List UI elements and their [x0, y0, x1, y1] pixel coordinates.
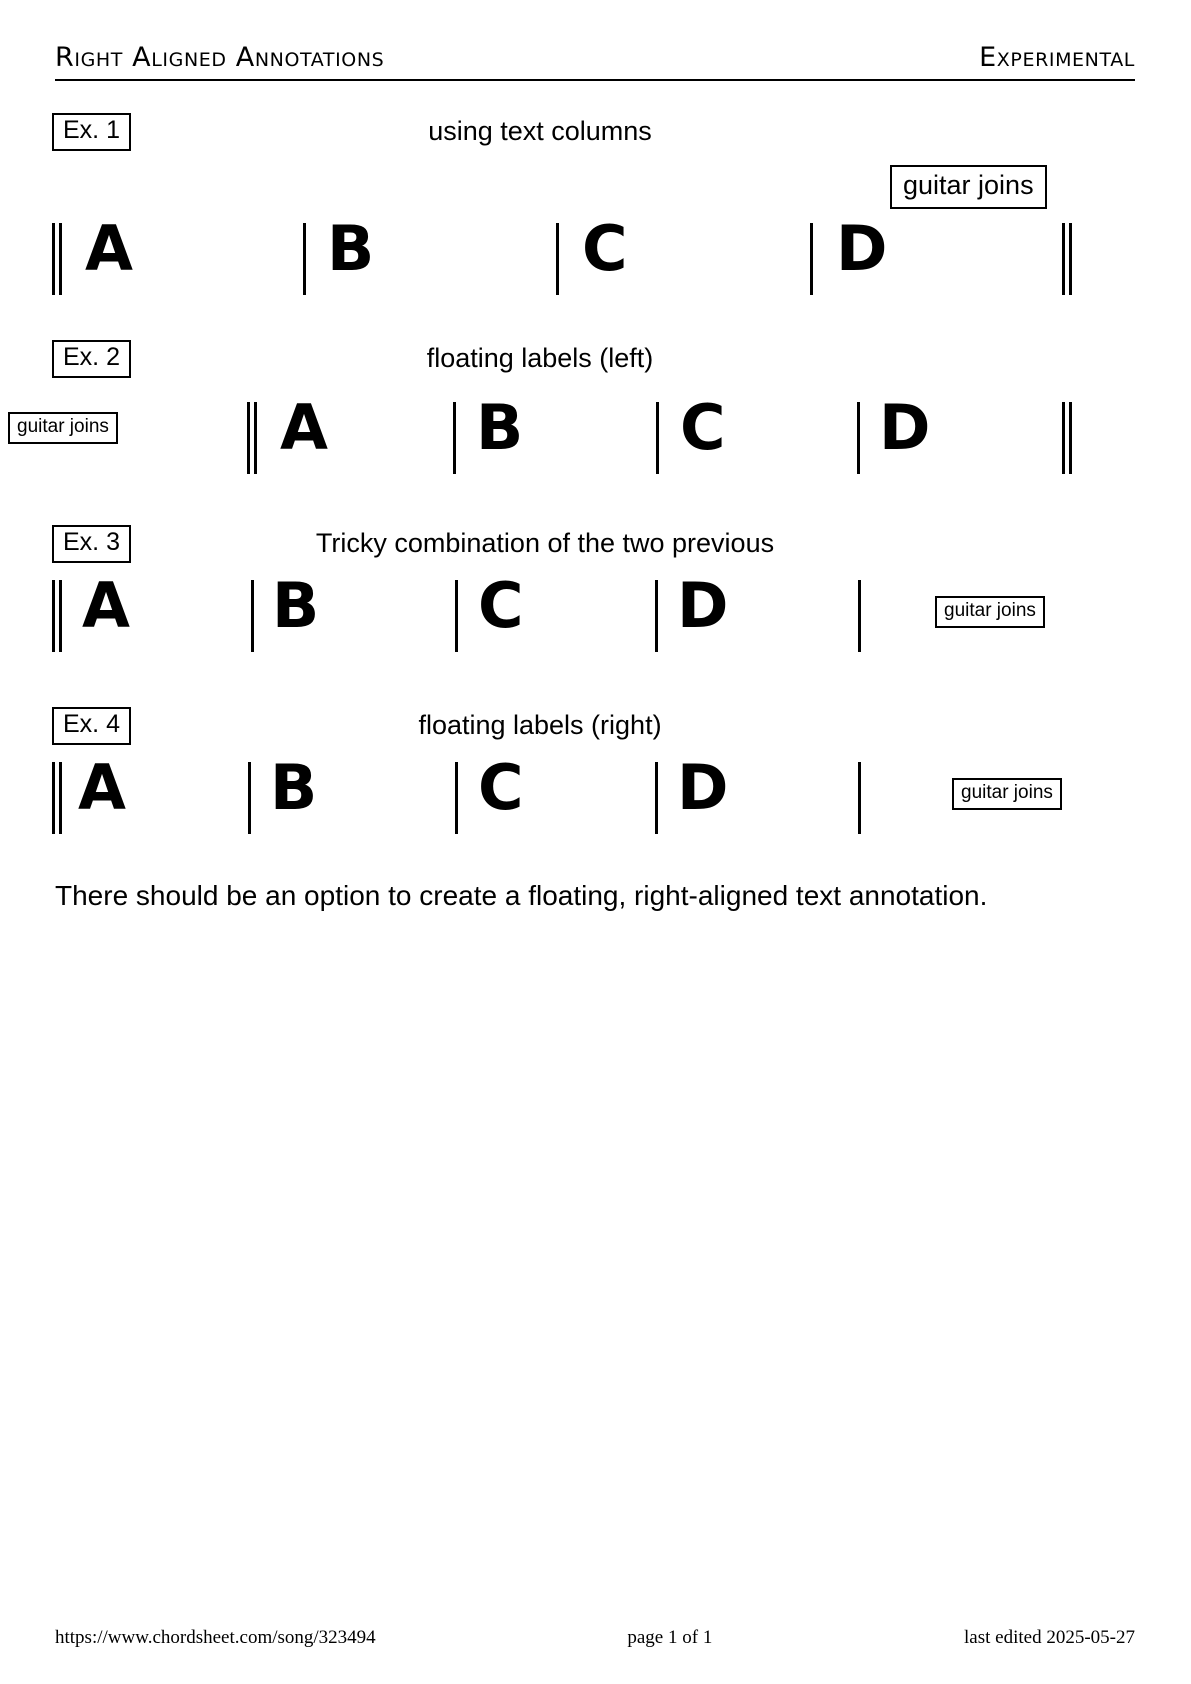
- footer-last-edited: last edited 2025-05-27: [964, 1627, 1135, 1648]
- barline-2: [455, 762, 458, 834]
- example-1-tag: Ex. 1: [52, 113, 131, 151]
- example-3-chordline: [0, 569, 1191, 665]
- chord-b: B: [327, 212, 375, 285]
- example-4: [0, 702, 1191, 872]
- footer-url[interactable]: https://www.chordsheet.com/song/323494: [55, 1627, 376, 1648]
- chord-c: C: [680, 391, 726, 464]
- chord-d: D: [677, 751, 729, 824]
- example-3: [0, 520, 1191, 690]
- page-header: [55, 42, 1135, 81]
- chord-c: C: [582, 212, 628, 285]
- example-4-chordline: [0, 751, 1191, 847]
- example-1-chordline: [0, 212, 1191, 308]
- footer-page-number: page 1 of 1: [627, 1627, 713, 1648]
- example-4-tag: Ex. 4: [52, 707, 131, 745]
- barline-double-start: [52, 580, 62, 652]
- example-2: [0, 335, 1191, 515]
- barline-double-end: [1062, 223, 1072, 295]
- barline-2: [556, 223, 559, 295]
- barline-3: [655, 580, 658, 652]
- chord-c: C: [478, 569, 524, 642]
- chord-b: B: [476, 391, 524, 464]
- barline-1: [303, 223, 306, 295]
- example-2-caption: floating labels (left): [426, 343, 654, 373]
- barline-4: [858, 762, 861, 834]
- example-4-annotation: guitar joins: [952, 778, 1062, 810]
- barline-3: [857, 402, 860, 474]
- example-3-tag: Ex. 3: [52, 525, 131, 563]
- example-1: [0, 108, 1191, 308]
- barline-2: [656, 402, 659, 474]
- chord-b: B: [270, 751, 318, 824]
- barline-1: [453, 402, 456, 474]
- barline-double-start: [247, 402, 257, 474]
- example-4-caption: floating labels (right): [418, 710, 662, 740]
- page-title: Right Aligned Annotations: [55, 42, 385, 73]
- example-1-caption: using text columns: [428, 116, 652, 146]
- barline-3: [810, 223, 813, 295]
- barline-double-start: [52, 223, 62, 295]
- barline-double-start: [52, 762, 62, 834]
- chord-d: D: [836, 212, 888, 285]
- example-2-annotation: guitar joins: [8, 412, 118, 444]
- body-paragraph: There should be an option to create a floating, right-aligned text annotation.: [55, 880, 988, 911]
- barline-1: [248, 762, 251, 834]
- chord-a: A: [82, 569, 130, 642]
- chord-a: A: [280, 391, 328, 464]
- example-2-chordline: [0, 391, 1191, 487]
- barline-1: [251, 580, 254, 652]
- chord-a: A: [78, 751, 126, 824]
- chord-d: D: [879, 391, 931, 464]
- example-2-tag: Ex. 2: [52, 340, 131, 378]
- barline-2: [455, 580, 458, 652]
- chord-c: C: [478, 751, 524, 824]
- example-1-annotation: guitar joins: [890, 165, 1047, 209]
- example-3-caption: Tricky combination of the two previous: [315, 528, 775, 558]
- barline-4: [858, 580, 861, 652]
- barline-3: [655, 762, 658, 834]
- header-status: Experimental: [979, 42, 1135, 73]
- barline-double-end: [1062, 402, 1072, 474]
- chord-b: B: [272, 569, 320, 642]
- example-3-annotation: guitar joins: [935, 596, 1045, 628]
- chord-d: D: [677, 569, 729, 642]
- page-footer: [55, 1627, 1135, 1649]
- chord-a: A: [85, 212, 133, 285]
